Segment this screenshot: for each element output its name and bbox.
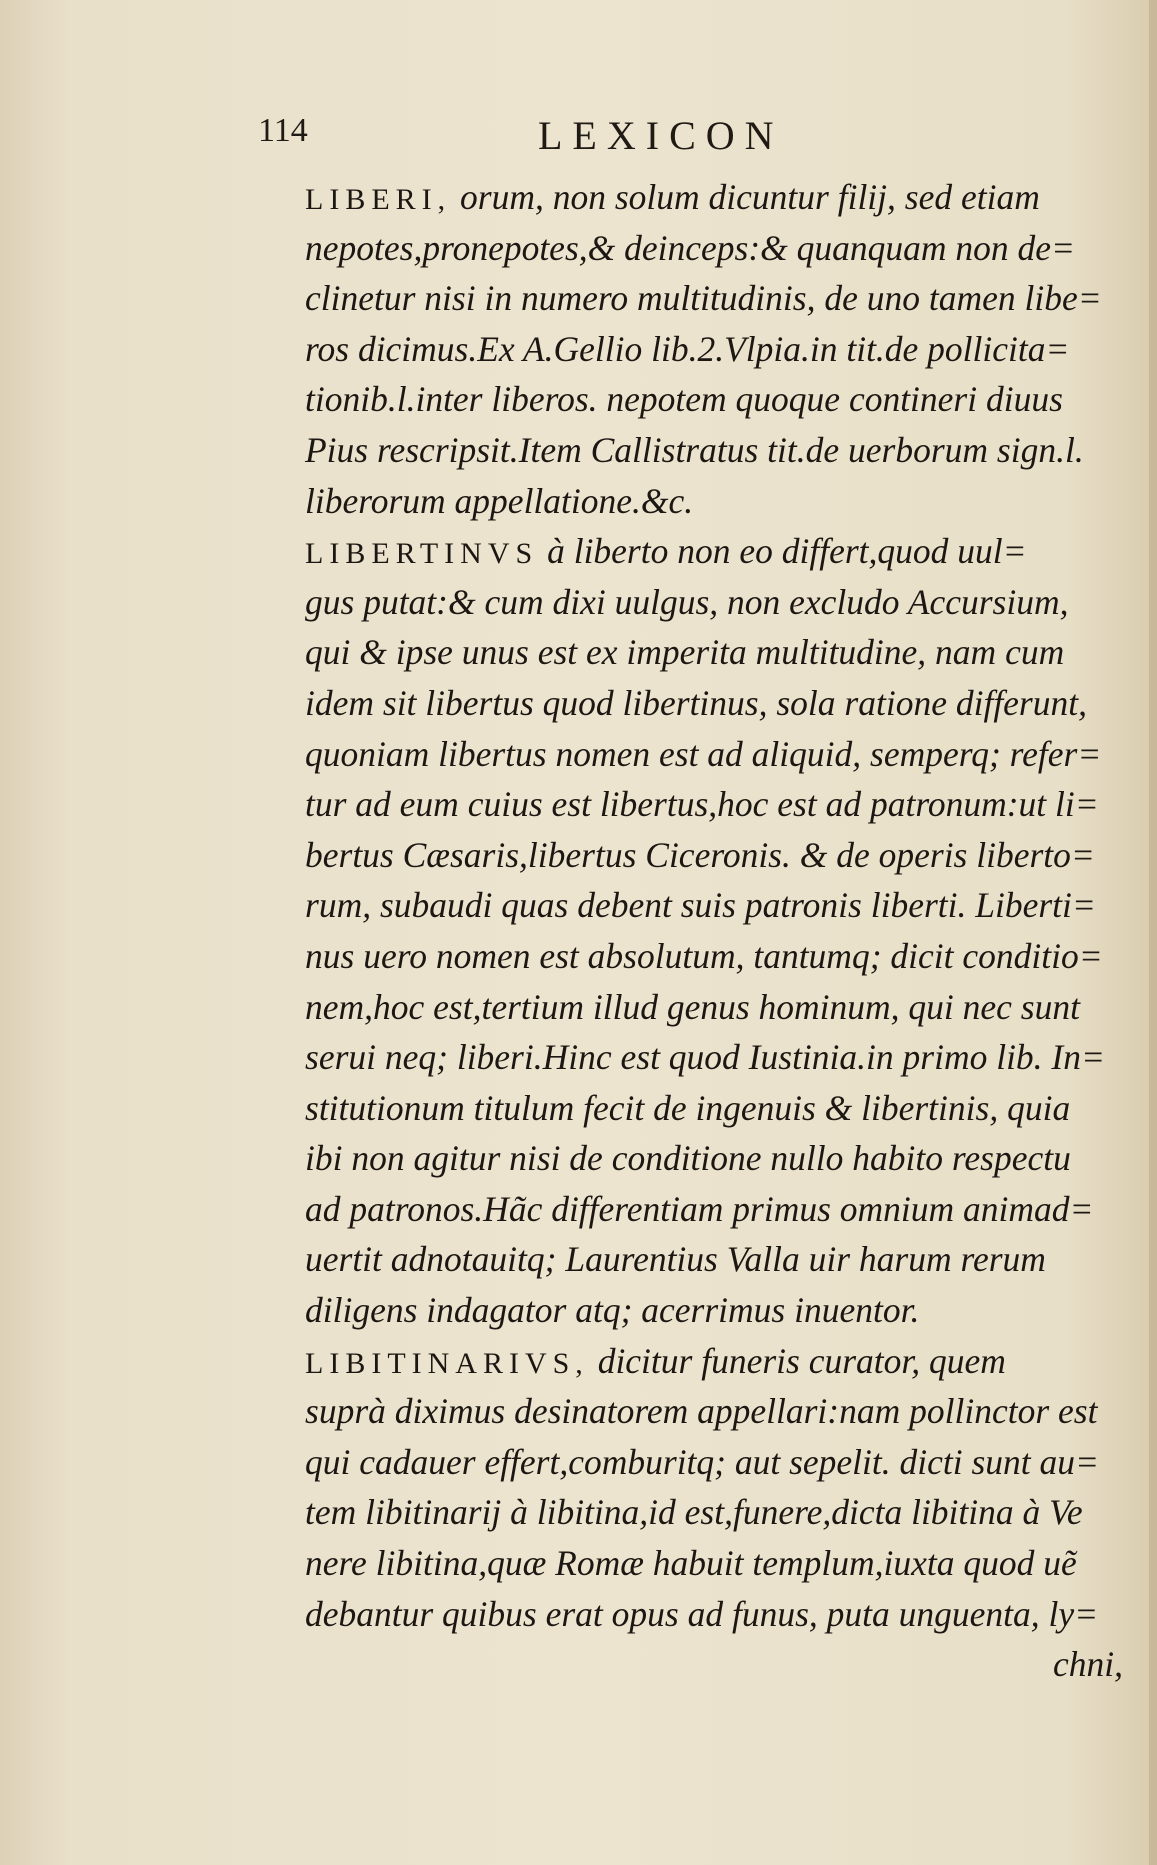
entry-line: quoniam libertus nomen est ad aliquid, semperq; refer=	[305, 733, 1102, 774]
entry-line: ad patronos.Hãc differentiam primus omnium animad=	[305, 1188, 1094, 1229]
entry-line: nem,hoc est,tertium illud genus hominum, qui nec sunt	[305, 986, 1080, 1027]
entry-line: qui cadauer effert,comburitq; aut sepelit. dicti sunt au=	[305, 1441, 1100, 1482]
entry-libertinus	[305, 526, 1135, 1336]
entry-line: bertus Cæsaris,libertus Ciceronis. & de operis liberto=	[305, 834, 1095, 875]
running-title: LEXICON	[538, 113, 784, 158]
page-header	[258, 112, 858, 162]
headword: LIBERI,	[305, 183, 452, 216]
entry-line: Pius rescripsit.Item Callistratus tit.de uerborum sign.l.	[305, 429, 1084, 470]
entry-line: diligens indagator atq; acerrimus inuentor.	[305, 1290, 920, 1331]
entry-line: qui & ipse unus est ex imperita multitudine, nam cum	[305, 632, 1065, 673]
entry-line: liberorum appellatione.&c.	[305, 480, 694, 521]
entry-line: tem libitinarij à libitina,id est,funere,dicta libitina à Ve	[305, 1492, 1083, 1533]
entry-line: LIBERI, orum, non solum dicuntur filij, sed etiam	[305, 177, 1040, 217]
entry-line: LIBITINARIVS, dicitur funeris curator, quem	[305, 1340, 1006, 1381]
entry-line: clinetur nisi in numero multitudinis, de uno tamen libe=	[305, 278, 1102, 319]
entry-line: stitutionum titulum fecit de ingenuis & libertinis, quia	[305, 1087, 1071, 1128]
catchword: chni,	[1053, 1644, 1123, 1685]
entry-line: tur ad eum cuius est libertus,hoc est ad patronum:ut li=	[305, 784, 1099, 825]
headword: LIBERTINVS	[305, 537, 539, 571]
entry-line: gus putat:& cum dixi uulgus, non excludo Accursium,	[305, 581, 1069, 622]
entry-libitinarius	[305, 1336, 1135, 1690]
entry-line: uertit adnotauitq; Laurentius Valla uir harum rerum	[305, 1239, 1046, 1280]
entry-line: rum, subaudi quas debent suis patronis liberti. Liberti=	[305, 885, 1096, 926]
headword: LIBITINARIVS,	[305, 1346, 589, 1380]
entry-line: nepotes,pronepotes,& deinceps:& quanquam non de=	[305, 227, 1075, 268]
page-edge	[1149, 0, 1157, 1865]
entry-line: idem sit libertus quod libertinus, sola ratione differunt,	[305, 682, 1087, 723]
entry-line: tionib.l.inter liberos. nepotem quoque contineri diuus	[305, 379, 1063, 420]
entry-line: serui neq; liberi.Hinc est quod Iustinia.in primo lib. In=	[305, 1037, 1105, 1078]
entry-line: ibi non agitur nisi de conditione nullo habito respectu	[305, 1138, 1071, 1179]
entry-line: debantur quibus erat opus ad funus, puta unguenta, ly=	[305, 1593, 1099, 1634]
body-text	[305, 172, 1135, 1690]
entry-liberi	[305, 172, 1135, 526]
entry-line: ros dicimus.Ex A.Gellio lib.2.Vlpia.in tit.de pollicita=	[305, 328, 1070, 369]
entry-line: LIBERTINVS à liberto non eo differt,quod uul=	[305, 531, 1027, 572]
page-number: 114	[258, 112, 308, 149]
entry-line: nere libitina,quæ Romæ habuit templum,iuxta quod uẽ	[305, 1543, 1077, 1584]
entry-line: suprà diximus desinatorem appellari:nam pollinctor est	[305, 1391, 1098, 1432]
entry-line: nus uero nomen est absolutum, tantumq; dicit conditio=	[305, 935, 1103, 976]
